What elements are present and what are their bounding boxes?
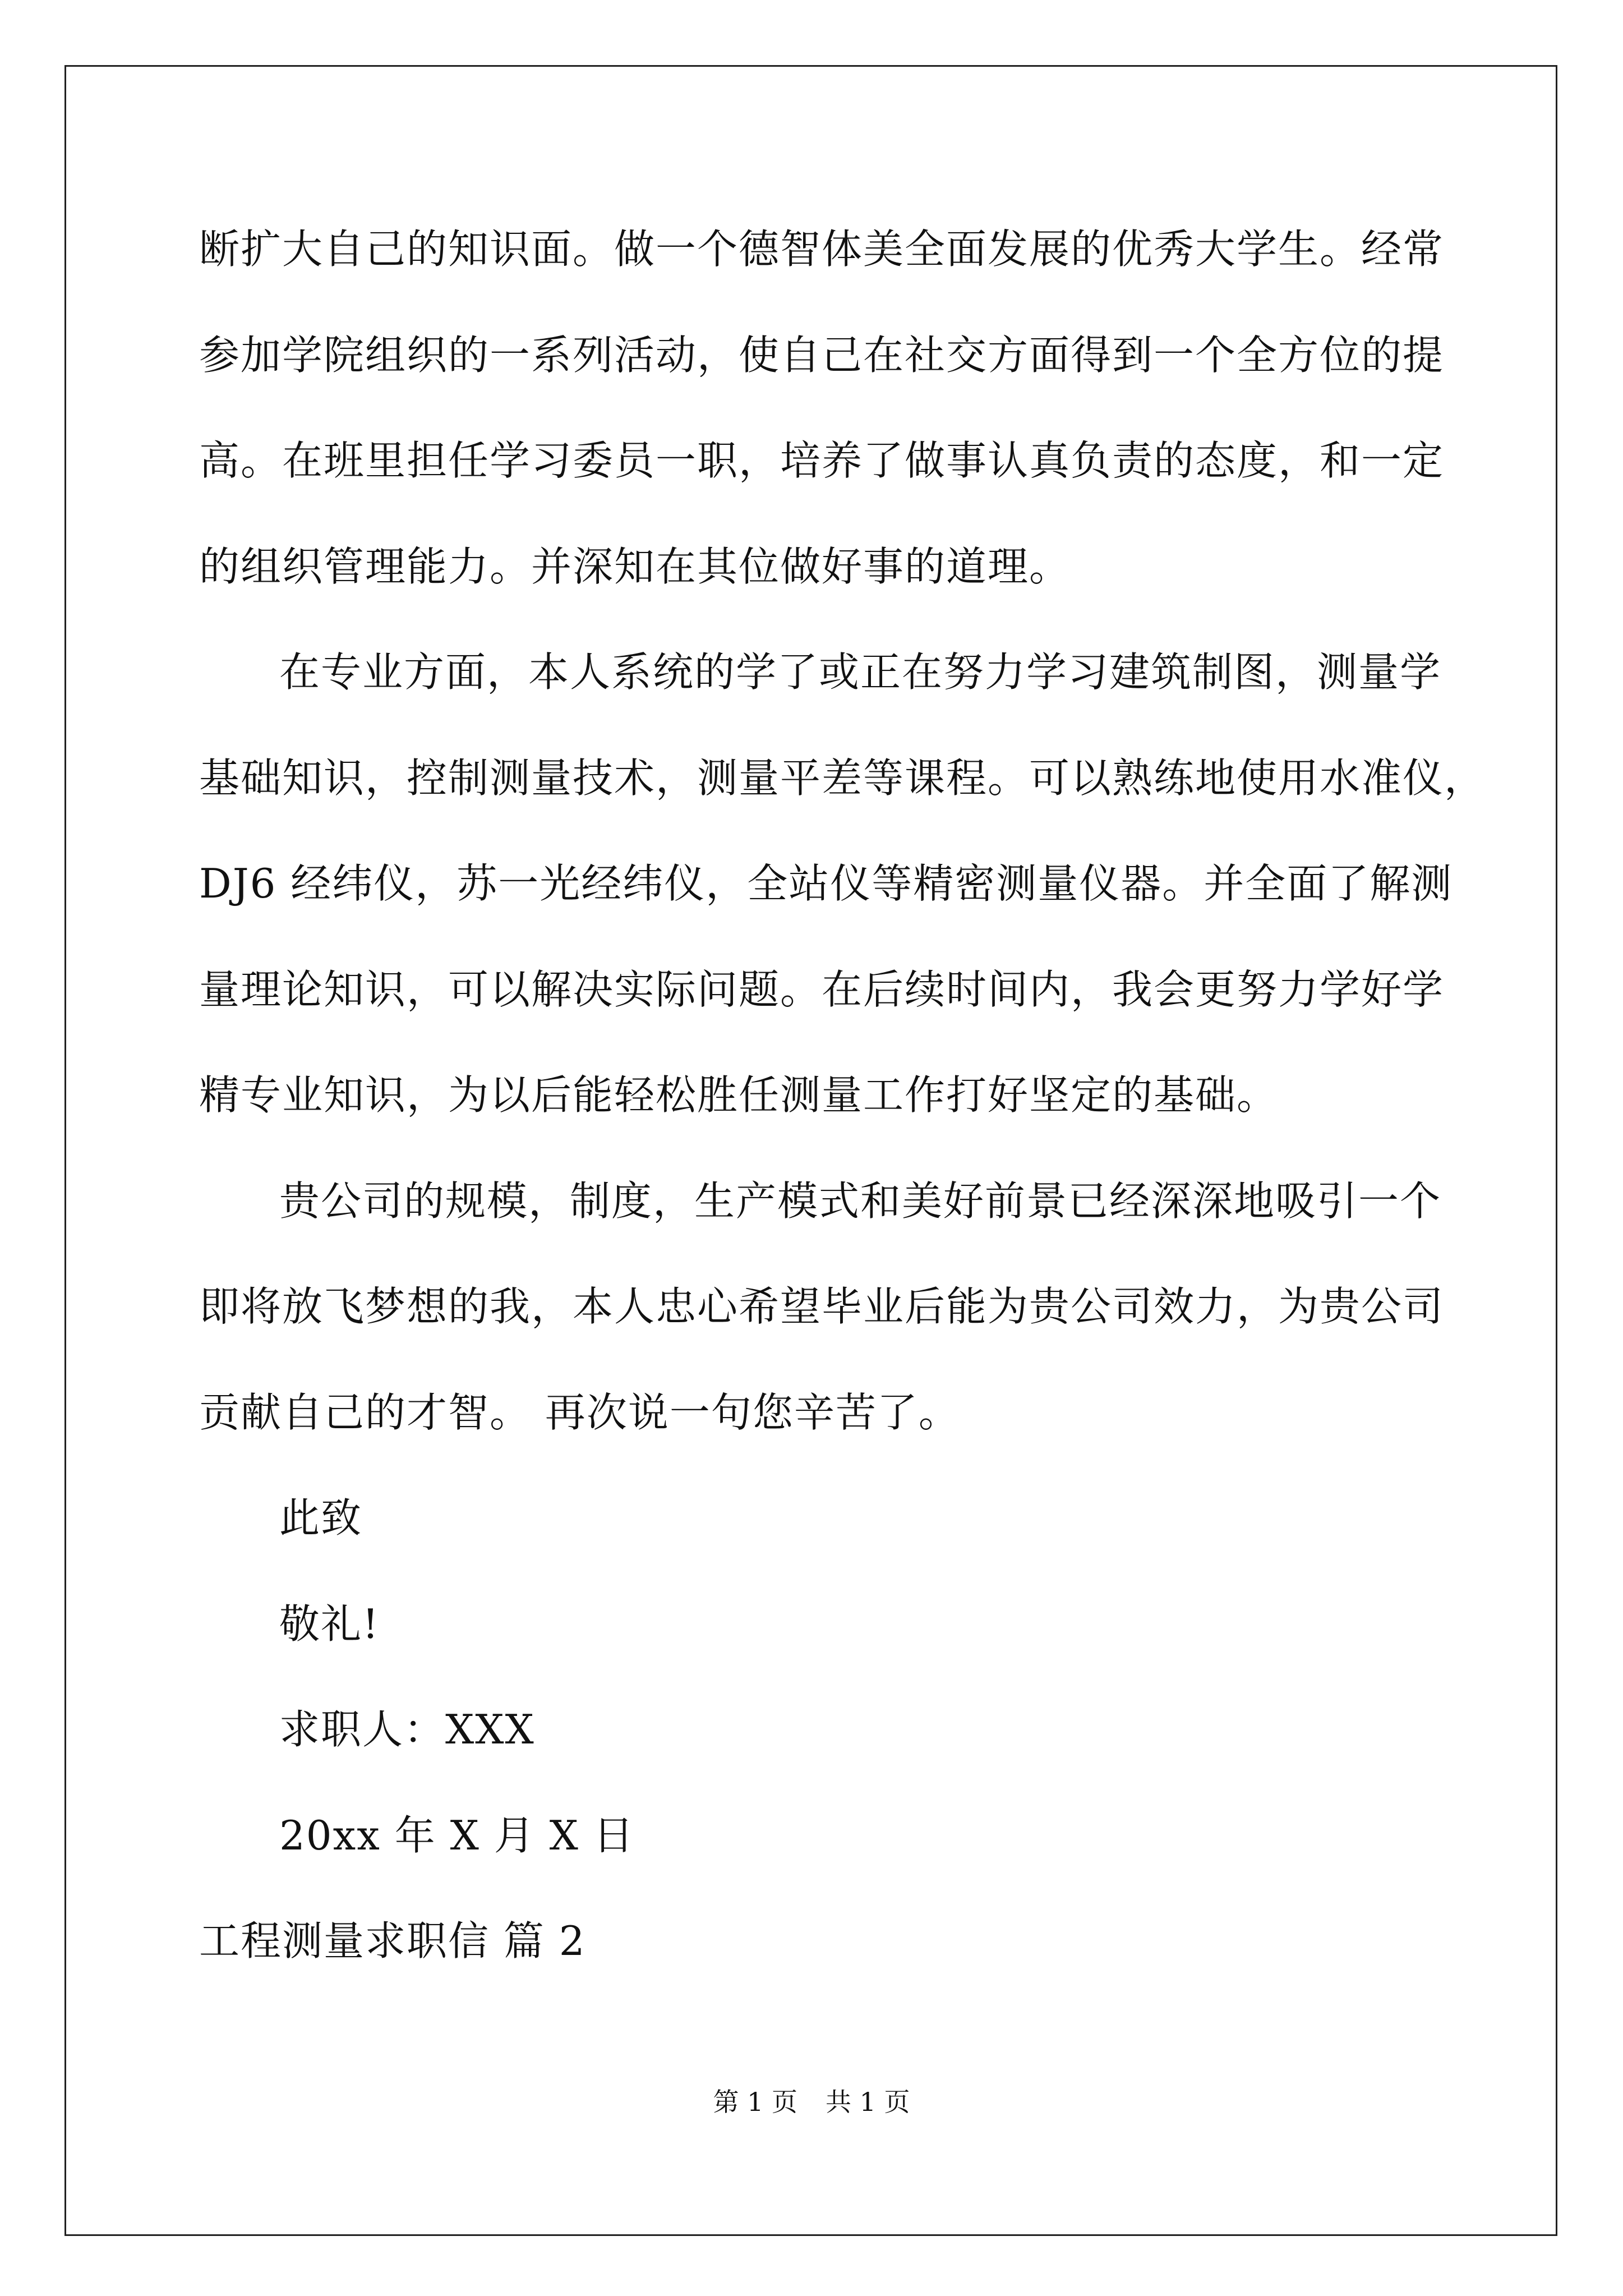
page-number: 第 1 页	[713, 2087, 797, 2117]
closing-regards: 敬礼!	[279, 1600, 380, 1648]
body-text-line: 高。在班里担任学习委员一职，培养了做事认真负责的态度，和一定	[199, 437, 1445, 484]
body-text-line: 贵公司的规模，制度，生产模式和美好前景已经深深地吸引一个	[279, 1177, 1442, 1225]
body-text-line: 贡献自己的才智。 再次说一句您辛苦了。	[199, 1389, 960, 1436]
body-text-line: 参加学院组织的一系列活动，使自己在社交方面得到一个全方位的提	[199, 332, 1445, 379]
body-text-line: 即将放飞梦想的我，本人忠心希望毕业后能为贵公司效力，为贵公司	[199, 1283, 1445, 1330]
body-text-line: 的组织管理能力。并深知在其位做好事的道理。	[199, 543, 1071, 590]
total-pages: 共 1 页	[826, 2087, 910, 2117]
body-text-line: 量理论知识，可以解决实际问题。在后续时间内，我会更努力学好学	[199, 966, 1445, 1013]
page-border	[64, 65, 1557, 2236]
body-text-line: 在专业方面，本人系统的学了或正在努力学习建筑制图，测量学	[279, 648, 1442, 696]
date: 20xx 年 X 月 X 日	[279, 1812, 635, 1859]
body-text-line: 断扩大自己的知识面。做一个德智体美全面发展的优秀大学生。经常	[199, 226, 1445, 273]
closing-salutation: 此致	[279, 1494, 363, 1542]
body-text-line: 精专业知识，为以后能轻松胜任测量工作打好坚定的基础。	[199, 1071, 1279, 1119]
signature: 求职人：XXX	[279, 1706, 535, 1753]
section-title: 工程测量求职信 篇 2	[199, 1917, 586, 1964]
body-text-line: 基础知识，控制测量技术，测量平差等课程。可以熟练地使用水准仪，	[199, 754, 1486, 802]
page-footer	[0, 2085, 1623, 2119]
body-text-line: DJ6 经纬仪，苏一光经纬仪，全站仪等精密测量仪器。并全面了解测	[199, 860, 1453, 907]
